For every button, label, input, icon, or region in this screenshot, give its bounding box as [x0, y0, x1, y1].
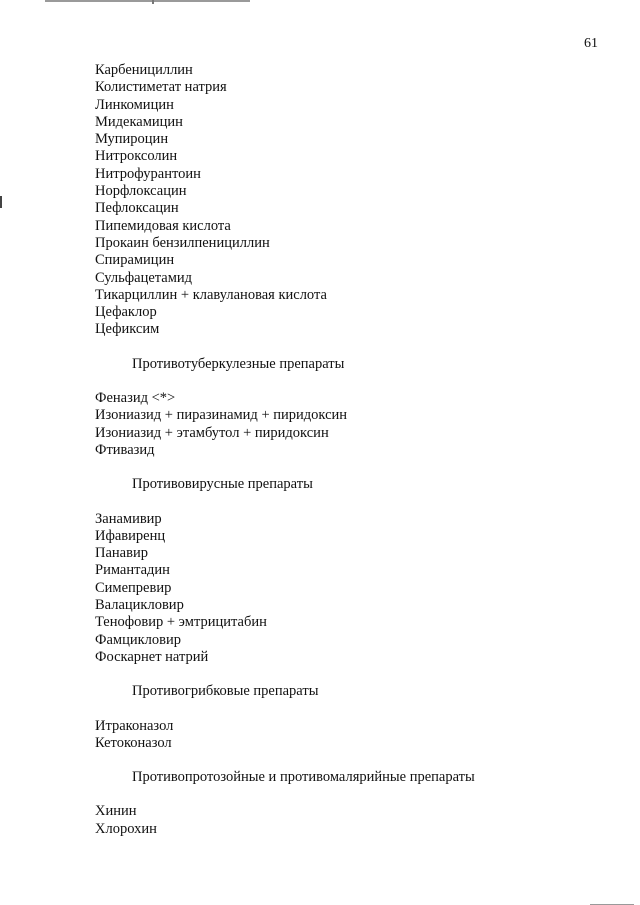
- section-heading-antiviral: Противовирусные препараты: [132, 476, 313, 493]
- list-item: Мупироцин: [95, 131, 169, 148]
- list-item: Валацикловир: [95, 597, 184, 614]
- list-item: Фоскарнет натрий: [95, 648, 209, 665]
- list-item: Изониазид + этамбутол + пиридоксин: [95, 424, 329, 441]
- list-item: Панавир: [95, 545, 148, 562]
- antiviral-drug-list: [95, 511, 600, 667]
- section-heading-antifungal: Противогрибковые препараты: [132, 683, 319, 700]
- list-item: Прокаин бензилпенициллин: [95, 234, 270, 251]
- list-item: Карбенициллин: [95, 62, 193, 78]
- antiprotozoal-drug-list: [95, 803, 600, 838]
- list-item: Симепревир: [95, 579, 172, 596]
- list-item: Римантадин: [95, 562, 170, 579]
- list-item: Кетоконазол: [95, 734, 172, 751]
- list-item: Тенофовир + эмтрицитабин: [95, 614, 267, 631]
- list-item: Мидекамицин: [95, 113, 183, 130]
- list-item: Изониазид + пиразинамид + пиридоксин: [95, 407, 348, 424]
- scan-tick-mark: [152, 0, 154, 4]
- scan-margin-mark: [0, 196, 2, 208]
- list-item: Пипемидовая кислота: [95, 217, 231, 234]
- list-item: Тикарциллин + клавулановая кислота: [95, 286, 327, 303]
- list-item: Занамивир: [95, 510, 162, 527]
- list-item: Норфлоксацин: [95, 183, 187, 200]
- antituberculosis-drug-list: [95, 390, 600, 459]
- list-item: Цефиксим: [95, 321, 160, 338]
- list-item: Цефаклор: [95, 304, 157, 321]
- antifungal-drug-list: [95, 718, 600, 753]
- list-item: Нитрофурантоин: [95, 165, 201, 182]
- list-item: Ифавиренц: [95, 527, 166, 544]
- list-item: Хинин: [95, 803, 137, 820]
- list-item: Спирамицин: [95, 252, 175, 269]
- list-item: Колистиметат натрия: [95, 79, 227, 96]
- list-item: Фамцикловир: [95, 631, 181, 648]
- section-heading-antiprotozoal: Противопротозойные и противомалярийные препараты: [132, 769, 475, 786]
- list-item: Хлорохин: [95, 820, 157, 837]
- drug-list-continued: [95, 62, 600, 339]
- list-item: Линкомицин: [95, 96, 174, 113]
- scan-border-top: [45, 0, 250, 2]
- list-item: Нитроксолин: [95, 148, 178, 165]
- section-heading-antituberculosis: Противотуберкулезные препараты: [132, 355, 345, 372]
- list-item: Пефлоксацин: [95, 200, 179, 217]
- document-body: [95, 62, 600, 838]
- list-item: Феназид <*>: [95, 390, 176, 407]
- list-item: Фтивазид: [95, 441, 155, 458]
- list-item: Сульфацетамид: [95, 269, 193, 286]
- page-number: 61: [584, 36, 598, 51]
- list-item: Итраконазол: [95, 717, 174, 734]
